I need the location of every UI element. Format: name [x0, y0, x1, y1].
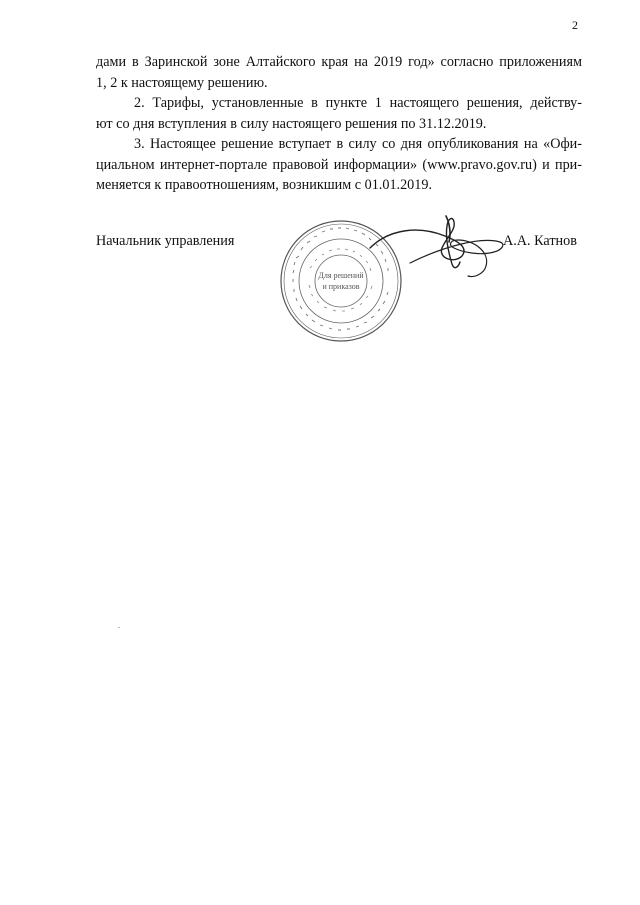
- signatory-name: А.А. Катнов: [503, 233, 577, 249]
- paragraph-1-line-2: 1, 2 к настоящему решению.: [96, 74, 268, 91]
- stamp-center-text-2: и приказов: [322, 282, 360, 291]
- page-number: 2: [572, 18, 578, 32]
- document-body: [96, 52, 582, 196]
- signatory-title: Начальник управления: [96, 233, 235, 249]
- stamp-center-text-1: Для решений: [318, 271, 364, 280]
- paragraph-3-line-2: циальном интернет-портале правовой информации» (www.pravo.gov.ru) и при-: [96, 156, 582, 173]
- scan-speck: [118, 627, 120, 628]
- paragraph-3-line-3: меняется к правоотношениям, возникшим с 01.01.2019.: [96, 177, 433, 193]
- paragraph-1-line-1: дами в Заринской зоне Алтайского края на 2019 год» согласно приложениям: [96, 54, 582, 70]
- signature-stroke-loop: [410, 240, 503, 277]
- paragraph-3-line-1: 3. Настоящее решение вступает в силу со дня опубликования на «Офи-: [134, 136, 582, 152]
- paragraph-2-line-1: 2. Тарифы, установленные в пункте 1 настоящего решения, действу-: [134, 95, 582, 111]
- handwritten-signature: [350, 208, 510, 288]
- paragraph-2-line-2: ют со дня вступления в силу настоящего решения по 31.12.2019.: [96, 115, 487, 132]
